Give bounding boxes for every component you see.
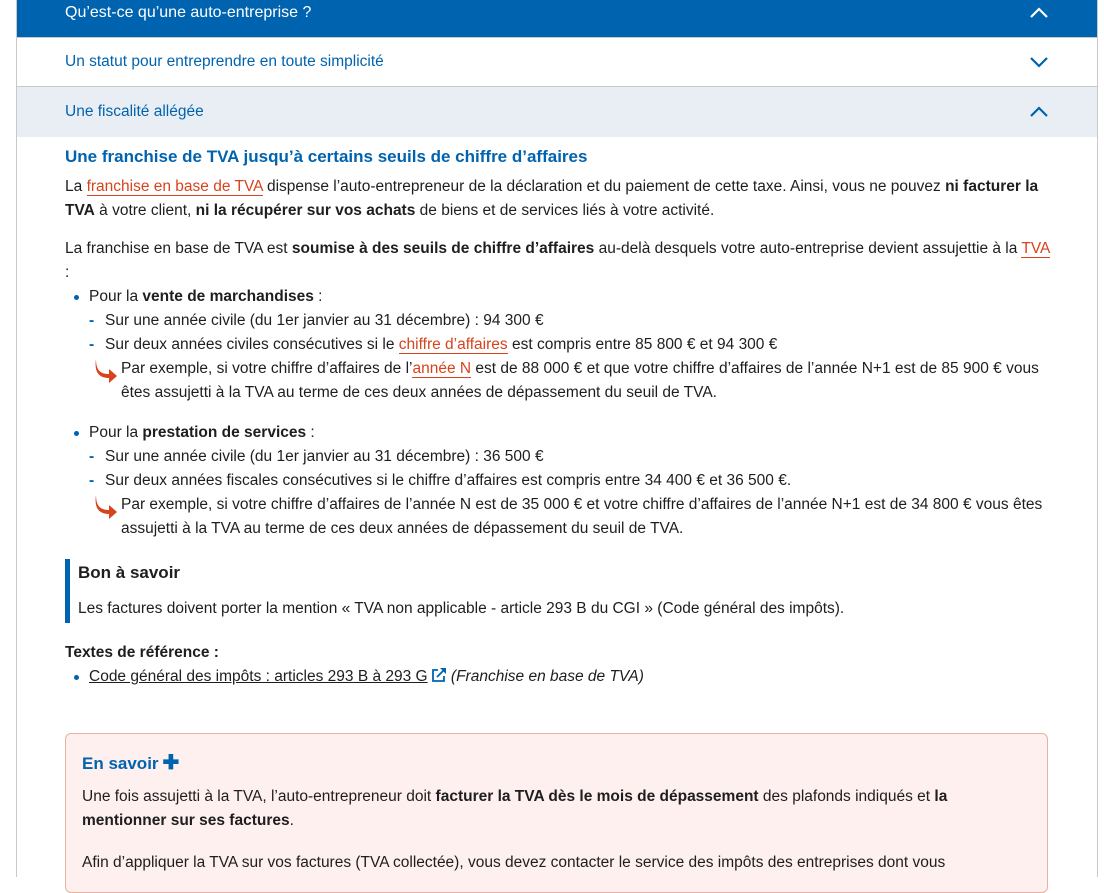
reference-note: (Franchise en base de TVA) [450, 668, 644, 685]
en-savoir-plus-box [65, 733, 1048, 893]
en-savoir-label: En savoir [82, 754, 159, 773]
curved-arrow-icon [93, 493, 119, 519]
en-savoir-paragraph [82, 785, 1031, 833]
threshold-list [65, 285, 1055, 541]
accordion-content [65, 137, 1055, 689]
page-frame [16, 0, 1098, 877]
text: de biens et de services liés à votre activité. [415, 202, 715, 219]
link-chiffre-affaires[interactable]: chiffre d’affaires [398, 336, 508, 353]
accordion-header-statut[interactable] [17, 37, 1097, 87]
sub-item: - Sur une année civile (du 1er janvier au 31 décembre) : 36 500 € [89, 445, 1055, 469]
text: Par exemple, si votre chiffre d’affaires de l’ [121, 360, 413, 377]
bold-text: la mentionner sur ses factures [82, 788, 948, 829]
link-cgi-articles[interactable]: Code général des impôts : articles 293 B à 293 G [89, 668, 428, 685]
text: Une fois assujetti à la TVA, l’auto-entrepreneur doit [82, 788, 436, 805]
text: La franchise en base de TVA est [65, 240, 292, 257]
text: des plafonds indiqués et [758, 788, 935, 805]
bold-text: ni la récupérer sur vos achats [195, 202, 416, 219]
references-title: Textes de référence : [65, 644, 219, 661]
spacer [89, 405, 1055, 421]
sub-item: - Sur une année civile (du 1er janvier au 31 décembre) : 94 300 € [89, 309, 1055, 333]
references [65, 641, 1055, 689]
accordion-label: Qu’est-ce qu’une auto-entreprise ? [65, 3, 312, 21]
example-note [89, 493, 1055, 541]
bold-text: vente de marchandises [142, 288, 314, 305]
en-savoir-title[interactable] [82, 750, 1031, 775]
accordion-header-fiscalite[interactable] [17, 87, 1097, 137]
paragraph-seuils [65, 237, 1055, 285]
accordion-label: Une fiscalité allégée [65, 103, 204, 120]
en-savoir-paragraph: Afin d’appliquer la TVA sur vos factures (TVA collectée), vous devez contacter le service des impôts des entreprises dont vous [82, 854, 946, 871]
bold-text: prestation de services [142, 424, 307, 441]
text: Sur deux années civiles consécutives si le [105, 336, 399, 353]
text: Pour la [89, 424, 143, 441]
link-annee-n[interactable]: année N [412, 360, 472, 377]
list-item-services [65, 421, 1055, 541]
text: : [65, 264, 70, 281]
text: est compris entre 85 800 € et 94 300 € [507, 336, 778, 353]
external-link-icon [431, 667, 447, 683]
bold-text: ni facturer la TVA [65, 178, 1039, 219]
bold-text: soumise à des seuils de chiffre d’affaires [291, 240, 595, 257]
plus-icon: ✚ [162, 752, 180, 774]
chevron-down-icon [1029, 56, 1049, 68]
text: : [306, 424, 315, 441]
accordion-label: Un statut pour entreprendre en toute simplicité [65, 53, 384, 70]
text: . [289, 812, 294, 829]
text: à votre client, [94, 202, 196, 219]
references-list [65, 665, 1055, 689]
section-heading: Une franchise de TVA jusqu’à certains seuils de chiffre d’affaires [65, 147, 588, 166]
list-item-marchandises [65, 285, 1055, 421]
bon-a-savoir-text: Les factures doivent porter la mention « TVA non applicable - article 293 B du CGI » (Code général des impôts). [78, 600, 845, 617]
text: au-delà desquels votre auto-entreprise devient assujettie à la [594, 240, 1022, 257]
link-franchise-tva[interactable]: franchise en base de TVA [86, 178, 263, 195]
sub-list [89, 445, 1055, 493]
reference-item [65, 665, 1055, 689]
sub-item [89, 333, 1055, 357]
paragraph-franchise [65, 175, 1055, 223]
link-tva[interactable]: TVA [1021, 240, 1050, 257]
bold-text: facturer la TVA dès le mois de dépassement [435, 788, 759, 805]
sub-item: - Sur deux années fiscales consécutives si le chiffre d’affaires est compris entre 34 400 € et 36 500 €. [89, 469, 1055, 493]
bon-a-savoir-box [65, 559, 1055, 623]
curved-arrow-icon [93, 357, 119, 383]
example-note [89, 357, 1055, 405]
text: Par exemple, si votre chiffre d’affaires de l’année N est de 35 000 € et votre chiffre d’affaires de l’année N+1 est de 34 800 € vous êtes assujetti à la TVA au terme de ces deux années de dépassement du seuil de TVA. [121, 496, 1043, 537]
bon-a-savoir-title: Bon à savoir [78, 563, 181, 582]
text: La [65, 178, 87, 195]
sub-list [89, 309, 1055, 357]
chevron-up-icon [1029, 7, 1049, 19]
text: : [313, 288, 323, 305]
text: est de 88 000 € et que votre chiffre d’affaires de l’année N+1 est de 85 900 € vous êtes assujetti à la TVA au terme de ces deux années de dépassement du seuil de TVA. [121, 360, 1039, 401]
chevron-up-icon [1029, 106, 1049, 118]
accordion-header-auto-entreprise[interactable] [17, 0, 1097, 37]
text: Pour la [89, 288, 143, 305]
text: dispense l’auto-entrepreneur de la déclaration et du paiement de cette taxe. Ainsi, vous ne pouvez [262, 178, 946, 195]
